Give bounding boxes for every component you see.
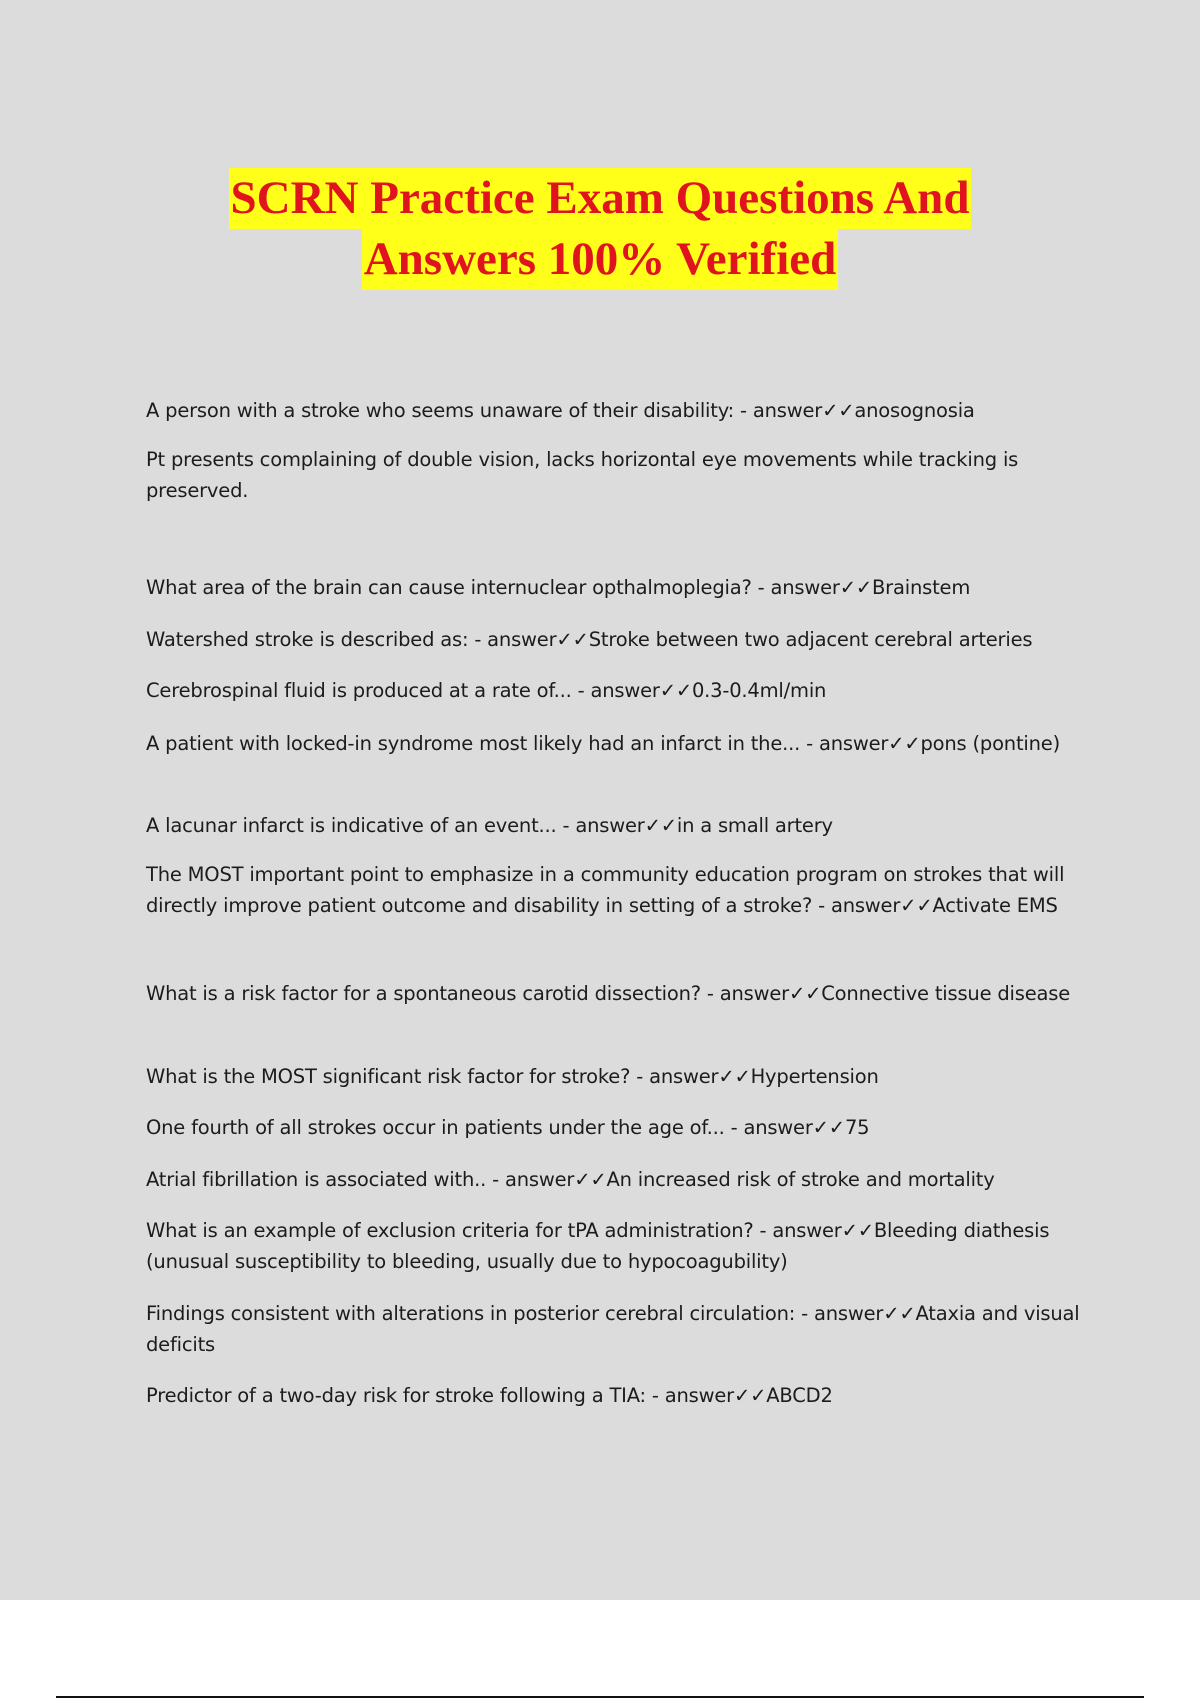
qa-entry: What is a risk factor for a spontaneous carotid dissection? - answer✓✓Connective tissue disease: [146, 982, 1071, 1005]
title-line-2: Answers 100% Verified: [362, 229, 839, 290]
qa-entry: What is an example of exclusion criteria for tPA administration? - answer✓✓Bleeding diathesis (unusual susceptibility to bleeding, usually due to hypocoagubility): [146, 1219, 1050, 1273]
qa-entry: Watershed stroke is described as: - answer✓✓Stroke between two adjacent cerebral arteries: [146, 628, 1033, 651]
qa-entry: A lacunar infarct is indicative of an event... - answer✓✓in a small artery: [146, 814, 833, 837]
qa-entry: A person with a stroke who seems unaware of their disability: - answer✓✓anosognosia: [146, 399, 975, 422]
qa-entry: The MOST important point to emphasize in a community education program on strokes that will directly improve patient outcome and disability in setting of a stroke? - answer✓✓Activate EMS: [146, 863, 1065, 917]
document-title: [0, 168, 1200, 290]
qa-entry: A patient with locked-in syndrome most likely had an infarct in the... - answer✓✓pons (pontine): [146, 732, 1060, 755]
qa-entry: Findings consistent with alterations in posterior cerebral circulation: - answer✓✓Ataxia and visual deficits: [146, 1302, 1080, 1356]
qa-entry: One fourth of all strokes occur in patients under the age of... - answer✓✓75: [146, 1116, 870, 1139]
qa-entry: Pt presents complaining of double vision, lacks horizontal eye movements while tracking is preserved.: [146, 448, 1019, 502]
qa-entry: Atrial fibrillation is associated with.. - answer✓✓An increased risk of stroke and mortality: [146, 1168, 995, 1191]
qa-entry: Cerebrospinal fluid is produced at a rate of... - answer✓✓0.3-0.4ml/min: [146, 679, 827, 702]
qa-entry: What is the MOST significant risk factor for stroke? - answer✓✓Hypertension: [146, 1065, 879, 1088]
qa-entry: Predictor of a two-day risk for stroke following a TIA: - answer✓✓ABCD2: [146, 1384, 833, 1407]
title-line-1: SCRN Practice Exam Questions And: [229, 168, 972, 229]
footer-divider: [56, 1696, 1144, 1698]
qa-entry: What area of the brain can cause internuclear opthalmoplegia? - answer✓✓Brainstem: [146, 576, 971, 599]
